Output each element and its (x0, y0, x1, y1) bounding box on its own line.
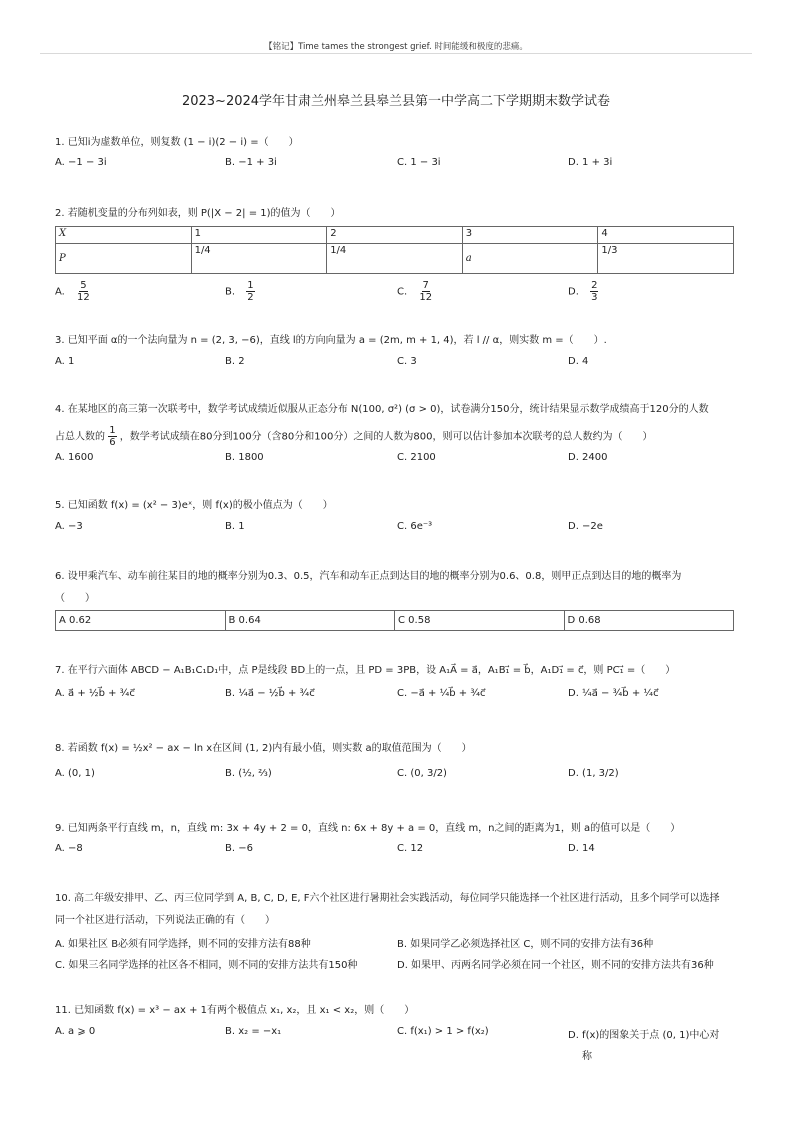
question-1 (55, 132, 745, 154)
question-11-option-b: B. x₂ = −x₁ (225, 1026, 282, 1037)
question-6-option-c: C 0.58 (395, 611, 565, 631)
table-cell: a (462, 244, 598, 274)
question-6-stem-line-1: 6. 设甲乘汽车、动车前往某目的地的概率分别为0.3、0.5，汽车和动车正点到达目的地的概率分别为0.6、0.8，则甲正点到达目的地的概率为 (55, 571, 682, 582)
question-9-option-a: A. −8 (55, 843, 83, 854)
option-d-line-2: 称 (582, 1051, 592, 1062)
question-10-option-a: A. 如果社区 B必须有同学选择，则不同的安排方法有88种 (55, 939, 311, 950)
question-3-option-c: C. 3 (397, 356, 417, 367)
stem-text: ，数学考试成绩在80分到100分（含80分和100分）之间的人数为800，则可以估计参加本次联考的总人数约为（ ） (119, 431, 653, 443)
question-9-option-c: C. 12 (397, 843, 424, 854)
fraction (76, 280, 91, 303)
question-7-option-d: D. ¼a⃗ − ¾b⃗ + ¼c⃗ (568, 688, 659, 699)
option-label: B. (225, 286, 236, 298)
question-9-stem: 9. 已知两条平行直线 m，n，直线 m: 3x + 4y + 2 = 0，直线 n: 6x + 8y + a = 0，直线 m，n之间的距离为1，则 a的值可以是（ ） (55, 823, 681, 834)
question-8-option-b: B. (½, ⅔) (225, 768, 272, 779)
question-2-option-d (568, 280, 598, 303)
question-11-option-d (568, 1026, 719, 1062)
question-5-option-b: B. 1 (225, 521, 245, 532)
question-7-option-b: B. ¼a⃗ − ½b⃗ + ¾c⃗ (225, 688, 315, 699)
question-2 (55, 203, 745, 225)
question-4-option-b: B. 1800 (225, 452, 264, 463)
question-5 (55, 495, 745, 517)
question-9-option-b: B. −6 (225, 843, 253, 854)
question-3-option-b: B. 2 (225, 356, 245, 367)
table-cell: X (56, 227, 192, 244)
question-10-stem-line-1: 10. 高二年级安排甲、乙、丙三位同学到 A, B, C, D, E, F六个社区进行暑期社会实践活动，每位同学只能选择一个社区进行活动，且多个同学可以选择 (55, 893, 720, 904)
question-7 (55, 660, 745, 682)
fraction (246, 280, 254, 303)
question-9-option-d: D. 14 (568, 843, 595, 854)
question-4 (55, 399, 745, 449)
fraction-denominator: 6 (109, 437, 116, 448)
option-label: D. (568, 286, 579, 298)
fraction-numerator: 7 (422, 280, 429, 291)
table-cell: 3 (462, 227, 598, 244)
question-5-option-c: C. 6e⁻³ (397, 521, 433, 532)
question-3-stem: 3. 已知平面 α的一个法向量为 n = (2, 3, −6)，直线 l的方向向量为 a = (2m, m + 1, 4)，若 l // α，则实数 m =（ ）. (55, 335, 607, 346)
question-6-option-a: A 0.62 (56, 611, 226, 631)
table-cell: 1/3 (598, 244, 734, 274)
fraction (590, 280, 598, 303)
question-1-option-b: B. −1 + 3i (225, 157, 277, 168)
question-8-option-d: D. (1, 3/2) (568, 768, 619, 779)
fraction-numerator: 1 (109, 425, 116, 436)
question-4-stem-line-2 (55, 425, 745, 449)
question-5-stem: 5. 已知函数 f(x) = (x² − 3)eˣ，则 f(x)的极小值点为（ ） (55, 500, 333, 511)
question-10-option-c: C. 如果三名同学选择的社区各不相同，则不同的安排方法共有150种 (55, 960, 358, 971)
table-row-x (56, 227, 734, 244)
header-divider (40, 53, 752, 54)
header-note: 【铭记】Time tames the strongest grief. 时间能缓和极度的悲痛。 (264, 42, 528, 52)
question-5-option-a: A. −3 (55, 521, 83, 532)
question-11-option-c: C. f(x₁) > 1 > f(x₂) (397, 1026, 489, 1037)
question-7-stem: 7. 在平行六面体 ABCD − A₁B₁C₁D₁中，点 P是线段 BD上的一点，且 PD = 3PB，设 A₁A⃗ = a⃗，A₁B₁⃗ = b⃗，A₁D₁⃗ = c⃗，则 PC₁⃗ =（ ） (55, 665, 676, 676)
question-8-option-a: A. (0, 1) (55, 768, 95, 779)
table-row-p (56, 244, 734, 274)
distribution-table (55, 226, 734, 274)
question-4-option-c: C. 2100 (397, 452, 436, 463)
question-10-stem-line-2: 同一个社区进行活动，下列说法正确的有（ ） (55, 915, 275, 926)
question-3-option-d: D. 4 (568, 356, 589, 367)
fraction (108, 425, 116, 448)
fraction-numerator: 1 (247, 280, 254, 291)
fraction-numerator: 2 (591, 280, 598, 291)
fraction-denominator: 12 (77, 292, 90, 303)
question-10-option-d: D. 如果甲、丙两名同学必须在同一个社区，则不同的安排方法共有36种 (397, 960, 714, 971)
question-5-option-d: D. −2e (568, 521, 603, 532)
document-title: 2023~2024学年甘肃兰州皋兰县皋兰县第一中学高二下学期期末数学试卷 (181, 94, 611, 109)
question-8 (55, 738, 745, 760)
table-cell: 1/4 (327, 244, 463, 274)
option-label: A. (55, 286, 65, 298)
question-6-option-b: B 0.64 (225, 611, 395, 631)
question-2-stem: 2. 若随机变量的分布列如表，则 P(|X − 2| = 1)的值为（ ） (55, 208, 341, 219)
stem-text: 占总人数的 (55, 431, 105, 443)
option-d-line-1: D. f(x)的图象关于点 (0, 1)中心对 (568, 1030, 720, 1041)
question-6 (55, 566, 745, 610)
question-7-option-c: C. −a⃗ + ¼b⃗ + ¾c⃗ (397, 688, 486, 699)
question-2-option-b (225, 280, 255, 303)
table-cell: 2 (327, 227, 463, 244)
fraction-denominator: 12 (419, 292, 433, 303)
table-cell: 4 (598, 227, 734, 244)
fraction (418, 280, 433, 303)
question-4-option-a: A. 1600 (55, 452, 94, 463)
question-10 (55, 888, 745, 932)
question-10-option-b: B. 如果同学乙必须选择社区 C，则不同的安排方法有36种 (397, 939, 654, 950)
question-4-option-d: D. 2400 (568, 452, 608, 463)
question-6-option-d: D 0.68 (564, 611, 734, 631)
question-11-stem: 11. 已知函数 f(x) = x³ − ax + 1有两个极值点 x₁, x₂，且 x₁ < x₂，则（ ） (55, 1005, 415, 1016)
table-row (56, 611, 734, 631)
question-9 (55, 818, 745, 840)
fraction-numerator: 5 (80, 280, 87, 291)
table-cell: 1/4 (191, 244, 327, 274)
question-8-option-c: C. (0, 3/2) (397, 768, 447, 779)
question-3 (55, 330, 745, 352)
question-6-options-table (55, 610, 734, 631)
table-cell: P (56, 244, 192, 274)
question-11 (55, 1000, 745, 1022)
fraction-denominator: 3 (591, 292, 598, 303)
question-1-option-a: A. −1 − 3i (55, 157, 107, 168)
question-8-stem: 8. 若函数 f(x) = ½x² − ax − ln x在区间 (1, 2)内有最小值，则实数 a的取值范围为（ ） (55, 743, 472, 754)
option-label: C. (397, 286, 408, 298)
question-2-option-a (55, 280, 91, 303)
question-11-option-a: A. a ⩾ 0 (55, 1026, 96, 1037)
question-1-option-c: C. 1 − 3i (397, 157, 441, 168)
question-7-option-a: A. a⃗ + ½b⃗ + ¾c⃗ (55, 688, 135, 699)
question-4-stem-line-1: 4. 在某地区的高三第一次联考中，数学考试成绩近似服从正态分布 N(100, σ²) (σ > 0)，试卷满分150分，统计结果显示数学成绩高于120分的人数 (55, 404, 709, 415)
question-3-option-a: A. 1 (55, 356, 75, 367)
question-1-option-d: D. 1 + 3i (568, 157, 613, 168)
fraction-denominator: 2 (247, 292, 254, 303)
question-1-stem: 1. 已知i为虚数单位，则复数 (1 − i)(2 − i) =（ ） (55, 137, 299, 148)
table-cell: 1 (191, 227, 327, 244)
question-2-option-c (397, 280, 433, 303)
question-6-stem-line-2: （ ） (55, 593, 95, 604)
